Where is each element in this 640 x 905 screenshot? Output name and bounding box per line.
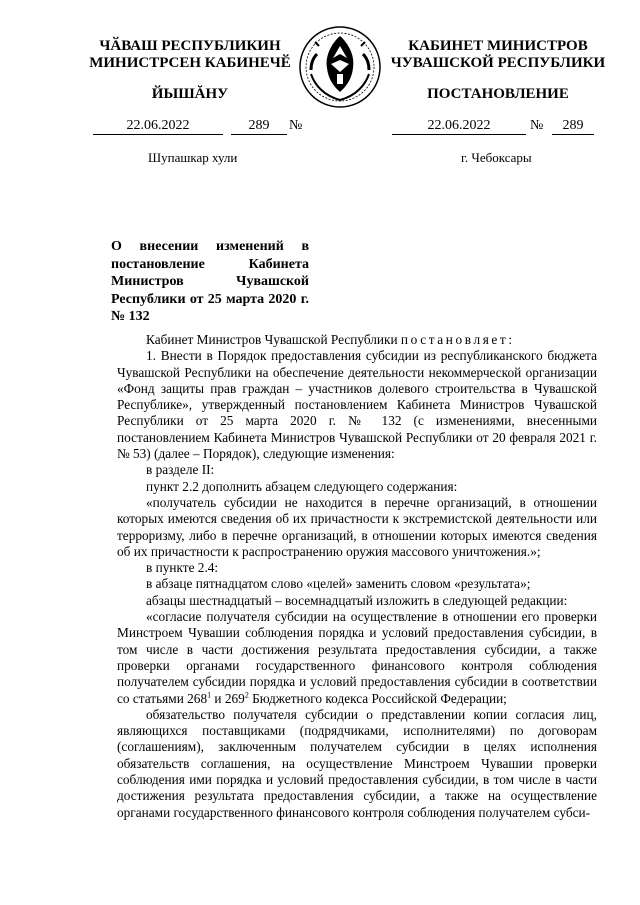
right-city: г. Чебоксары xyxy=(461,150,532,165)
p8-text-c: Бюджетного кодекса Российской Федерации; xyxy=(248,690,507,706)
body-paragraph-6: в абзаце пятнадцатом слово «целей» заменить словом «результата»; xyxy=(146,576,531,592)
body-paragraph-4: «получатель субсидии не находится в перечне организаций, в отношении которых имеются сведения об их причастности к экстремистской деятельности или терроризму, либо в перечне организаций, в отношении которых имеются сведения об их причастности к распространению оружия массового уничтожения.»; xyxy=(117,494,597,559)
body-paragraph-5: в пункте 2.4: xyxy=(146,560,219,576)
p8-text-a: «согласие получателя субсидии на осуществление в отношении его проверки Минстроем Чувашии соблюдения порядка и условий предоставления субсидии, в том числе в части достижения результата предоставления субсидии, а также проверки органами государственного финансового контроля соблюдения получателем субсидии порядка и условий предоставления субсидии в соответствии со статьями 268 xyxy=(117,609,597,706)
document-title: О внесении изменений в постановление Кабинета Министров Чувашской Республики от 25 марта 2020 г. № 132 xyxy=(111,239,309,324)
p8-sup-2: 2 xyxy=(244,690,249,700)
left-number-sign: № xyxy=(289,118,303,133)
right-number-sign: № xyxy=(530,118,544,133)
p8-text-b: и 269 xyxy=(211,690,245,706)
right-org-line-1: КАБИНЕТ МИНИСТРОВ xyxy=(408,38,588,54)
right-doc-type: ПОСТАНОВЛЕНИЕ xyxy=(427,86,569,102)
right-org-name xyxy=(388,38,608,72)
body-paragraph-3: пункт 2.2 дополнить абзацем следующего содержания: xyxy=(146,478,458,494)
body-paragraph-8 xyxy=(117,609,597,707)
intro-text: Кабинет Министров Чувашской Республики xyxy=(146,332,398,347)
left-org-line-2: МИНИСТРСЕН КАБИНЕЧӖ xyxy=(89,55,291,71)
left-doc-type: ЙЫШĂНУ xyxy=(151,86,229,102)
right-date: 22.06.2022 xyxy=(392,118,526,135)
body-paragraph-7: абзацы шестнадцатый – восемнадцатый изложить в следующей редакции: xyxy=(146,592,568,608)
left-number: 289 xyxy=(231,118,287,135)
body-paragraph-2: в разделе II: xyxy=(146,462,215,478)
right-number: 289 xyxy=(552,118,594,135)
left-org-line-1: ЧӐВАШ РЕСПУБЛИКИН xyxy=(99,38,281,54)
left-org-name xyxy=(80,38,300,72)
body-paragraph-1: 1. Внести в Порядок предоставления субсидии из республиканского бюджета Чувашской Республики на обеспечение деятельности некоммерческой организации «Фонд защиты прав граждан – участников долевого строительства в Чувашской Республике», утвержденный постановлением Кабинета Министров Чувашской Республики от 25 марта 2020 г. № 132 (с изменениями, внесенными постановлением Кабинета Министров Чувашской Республики от 20 февраля 2021 г. № 53) (далее – Порядок), следующие изменения: xyxy=(117,348,597,462)
document-body xyxy=(117,332,597,821)
left-city: Шупашкар хули xyxy=(148,150,238,165)
body-paragraph-9: обязательство получателя субсидии о представлении копии согласия лиц, являющихся поставщиками (подрядчиками, исполнителями) по договорам (соглашениям), заключенным получателем субсидии в целях исполнения обязательств соглашения, на осуществление Минстроем Чувашии проверки соблюдения ими порядка и условий предоставления субсидии, в том числе в части достижения результата предоставления субсидии, а также на осуществление органами государственного финансового контроля соблюдения получателем субси- xyxy=(117,706,597,820)
body-intro xyxy=(117,332,597,348)
coat-of-arms-icon xyxy=(297,24,383,110)
left-date: 22.06.2022 xyxy=(93,118,223,135)
right-org-line-2: ЧУВАШСКОЙ РЕСПУБЛИКИ xyxy=(390,55,606,71)
p8-sup-1: 1 xyxy=(207,690,212,700)
intro-verb: постановляет: xyxy=(400,332,515,347)
